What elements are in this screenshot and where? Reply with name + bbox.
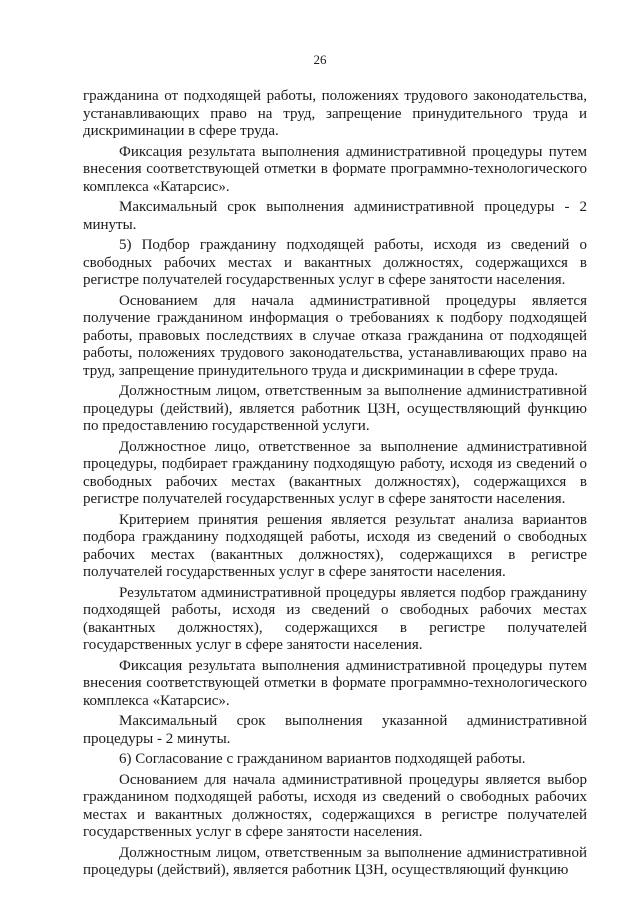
paragraph-step-5-criterion: Критерием принятия решения является результат анализа вариантов подбора гражданину подходящей работы, исходя из сведений о свободных рабочих местах (вакантных должностях), содержащихся в регистре получателей государственных услуг в сфере занятости населения.: [83, 511, 587, 580]
paragraph-step-5-result: Результатом административной процедуры является подбор гражданину подходящей работы, исходя из сведений о свободных рабочих местах (вакантных должностях), содержащихся в регистре получателей государственных услуг в сфере занятости населения.: [83, 584, 587, 653]
document-body: [83, 88, 587, 883]
paragraph-step-6-heading: 6) Согласование с гражданином вариантов подходящей работы.: [119, 751, 526, 767]
paragraph-step-6-basis: Основанием для начала административной процедуры является выбор гражданином подходящей работы, исходя из сведений о свободных рабочих местах и вакантных должностях, содержащихся в регистре получателей государственных услуг в сфере занятости населения.: [83, 771, 587, 840]
paragraph-step-5-fixation: Фиксация результата выполнения административной процедуры путем внесения соответствующей отметки в формате программно-технологического комплекса «Катарсис».: [83, 657, 587, 709]
paragraph-step-5-action: Должностное лицо, ответственное за выполнение административной процедуры, подбирает гражданину подходящую работу, исходя из сведений о свободных рабочих местах (вакантных должностях), содержащихся в регистре получателей государственных услуг в сфере занятости населения.: [83, 438, 587, 507]
page-number: 26: [313, 52, 327, 67]
paragraph-step-5-responsible: Должностным лицом, ответственным за выполнение административной процедуры (действий), является работник ЦЗН, осуществляющий функцию по предоставлению государственной услуги.: [83, 383, 587, 434]
paragraph-continuation: гражданина от подходящей работы, положениях трудового законодательства, устанавливающих право на труд, запрещение принудительного труда и дискриминации в сфере труда.: [83, 88, 587, 139]
paragraph-step-5-basis: Основанием для начала административной процедуры является получение гражданином информация о требованиях к подбору подходящей работы, правовых последствиях в случае отказа гражданина от подходящей работы, положениях трудового законодательства, устанавливающих право на труд, запрещение принудительного труда и дискриминации в сфере труда.: [83, 292, 587, 379]
paragraph-max-duration: Максимальный срок выполнения административной процедуры - 2 минуты.: [83, 199, 587, 233]
paragraph-fixation-result: Фиксация результата выполнения административной процедуры путем внесения соответствующей отметки в формате программно-технологического комплекса «Катарсис».: [83, 143, 587, 195]
paragraph-step-6-responsible: Должностным лицом, ответственным за выполнение административной процедуры (действий), является работник ЦЗН, осуществляющий функцию: [83, 844, 587, 878]
paragraph-step-5-heading: 5) Подбор гражданину подходящей работы, исходя из сведений о свободных рабочих местах и вакантных должностях, содержащихся в регистре получателей государственных услуг в сфере занятости населения.: [83, 237, 587, 288]
paragraph-step-5-max-duration: Максимальный срок выполнения указанной административной процедуры - 2 минуты.: [83, 713, 587, 747]
